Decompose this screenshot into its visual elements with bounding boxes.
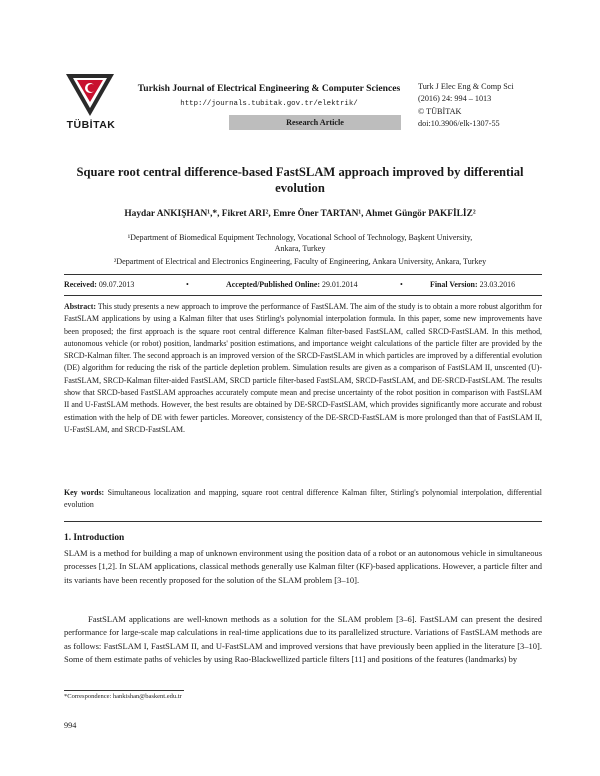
citation-copyright: © TÜBİTAK — [418, 106, 462, 116]
separator-line — [64, 521, 542, 522]
paragraph: SLAM is a method for building a map of unknown environment using the position data of a robot or an autonomous vehicle in simultaneous processes [1,2]. In SLAM applications, classical methods generally use Kalman filter (KF)-based applications. However, a particle filter and its variants have been recently proposed for the solution of the SLAM problem [3–10]. — [64, 548, 542, 585]
citation-journal: Turk J Elec Eng & Comp Sci — [418, 82, 514, 91]
affiliation-1 — [60, 232, 540, 255]
abstract-text: This study presents a new approach to improve the performance of FastSLAM. The aim of the study is to obtain a more robust algorithm for FastSLAM applications by using a Kalman filter that uses Stirling's polynomial interpolation formula. In this paper, some new improvements have been proposed; the first approach is the square root central difference Kalman filter-based FastSLAM, called SRCD-FastSLAM. In this method, autonomous vehicle (or robot) position, landmarks' position estimations, and importance weight calculations of the particle filter are provided by the SRCD-Kalman filter. The second approach is an improved version of the SRCD-FastSLAM in which particles are improved by a differential evolution (DE) algorithm for reducing the risk of the particle depletion problem. Simulation results are given as a comparison of FastSLAM II, unscented (U)-FastSLAM, SRCD-Kalman filter-aided FastSLAM, SRCD particle filter-based FastSLAM, SRCD-FastSLAM, and DE-SRCD-FastSLAM. The results show that SRCD-based FastSLAM approaches accurately compute mean and precise uncertainty of the robot position in comparison with FastSLAM II and U-FastSLAM methods. However, the best results are obtained by DE-SRCD-FastSLAM, which provides significantly more accurate and robust estimation with the help of DE with fewer particles. Moreover, consistency of the DE-SRCD-FastSLAM is more prolonged than that of FastSLAM II, U-FastSLAM, and SRCD-FastSLAM. — [64, 302, 542, 434]
abstract-label: Abstract: — [64, 302, 96, 311]
accepted-date: Accepted/Published Online: 29.01.2014 — [226, 280, 358, 289]
final-date: Final Version: 23.03.2016 — [430, 280, 516, 289]
bullet-2: • — [400, 280, 403, 289]
tubitak-logo — [64, 72, 116, 118]
keywords-text: Simultaneous localization and mapping, square root central difference Kalman filter, Stirling's polynomial interpolation, differential evolution — [64, 488, 542, 510]
keywords-label: Key words: — [64, 488, 105, 497]
footnote-rule — [64, 690, 184, 691]
paragraph: FastSLAM applications are well-known methods as a solution for the SLAM problem [3–6]. FastSLAM can present the desired performance for large-scale map calculations in real-time applications due to its parallelized structure. Variations of FastSLAM methods are as follows: FastSLAM I, FastSLAM II, and U-FastSLAM and improved versions that have previously been applied in the literature [3–10]. Some of them estimate paths of vehicles by using Rao-Blackwellized particle filters [11] and positions of the features (landmarks) by — [64, 614, 542, 664]
journal-url[interactable]: http://journals.tubitak.gov.tr/elektrik/ — [180, 100, 358, 108]
affiliation-2: ²Department of Electrical and Electronics Engineering, Faculty of Engineering, Ankara University, Ankara, Turkey — [113, 257, 487, 266]
paper-title: Square root central difference-based FastSLAM approach improved by differential evolution — [76, 165, 524, 195]
received-date: Received: 09.07.2013 — [64, 280, 135, 289]
footnote: *Correspondence: hankishan@baskent.edu.tr — [64, 693, 182, 700]
logo-text: TÜBİTAK — [66, 119, 116, 131]
article-type-band: Research Article — [229, 115, 401, 130]
dates-bar — [64, 274, 542, 296]
author-list: Haydar ANKIŞHAN¹,*, Fikret ARI², Emre Öner TARTAN¹, Ahmet Güngör PAKFİLİZ² — [124, 209, 476, 219]
affiliation-1-line2: Ankara, Turkey — [274, 244, 326, 254]
citation-doi[interactable]: doi:10.3906/elk-1307-55 — [418, 119, 500, 129]
journal-title: Turkish Journal of Electrical Engineering & Computer Sciences — [137, 83, 401, 94]
abstract — [64, 301, 542, 436]
citation-volume: (2016) 24: 994 – 1013 — [418, 94, 492, 104]
section-heading: 1. Introduction — [64, 533, 125, 543]
keywords — [64, 487, 542, 512]
page-number: 994 — [64, 721, 77, 730]
affiliation-1-line1: ¹Department of Biomedical Equipment Technology, Vocational School of Technology, Başkent University, — [127, 233, 473, 242]
citation-block — [418, 81, 558, 131]
bullet-1: • — [186, 280, 189, 289]
